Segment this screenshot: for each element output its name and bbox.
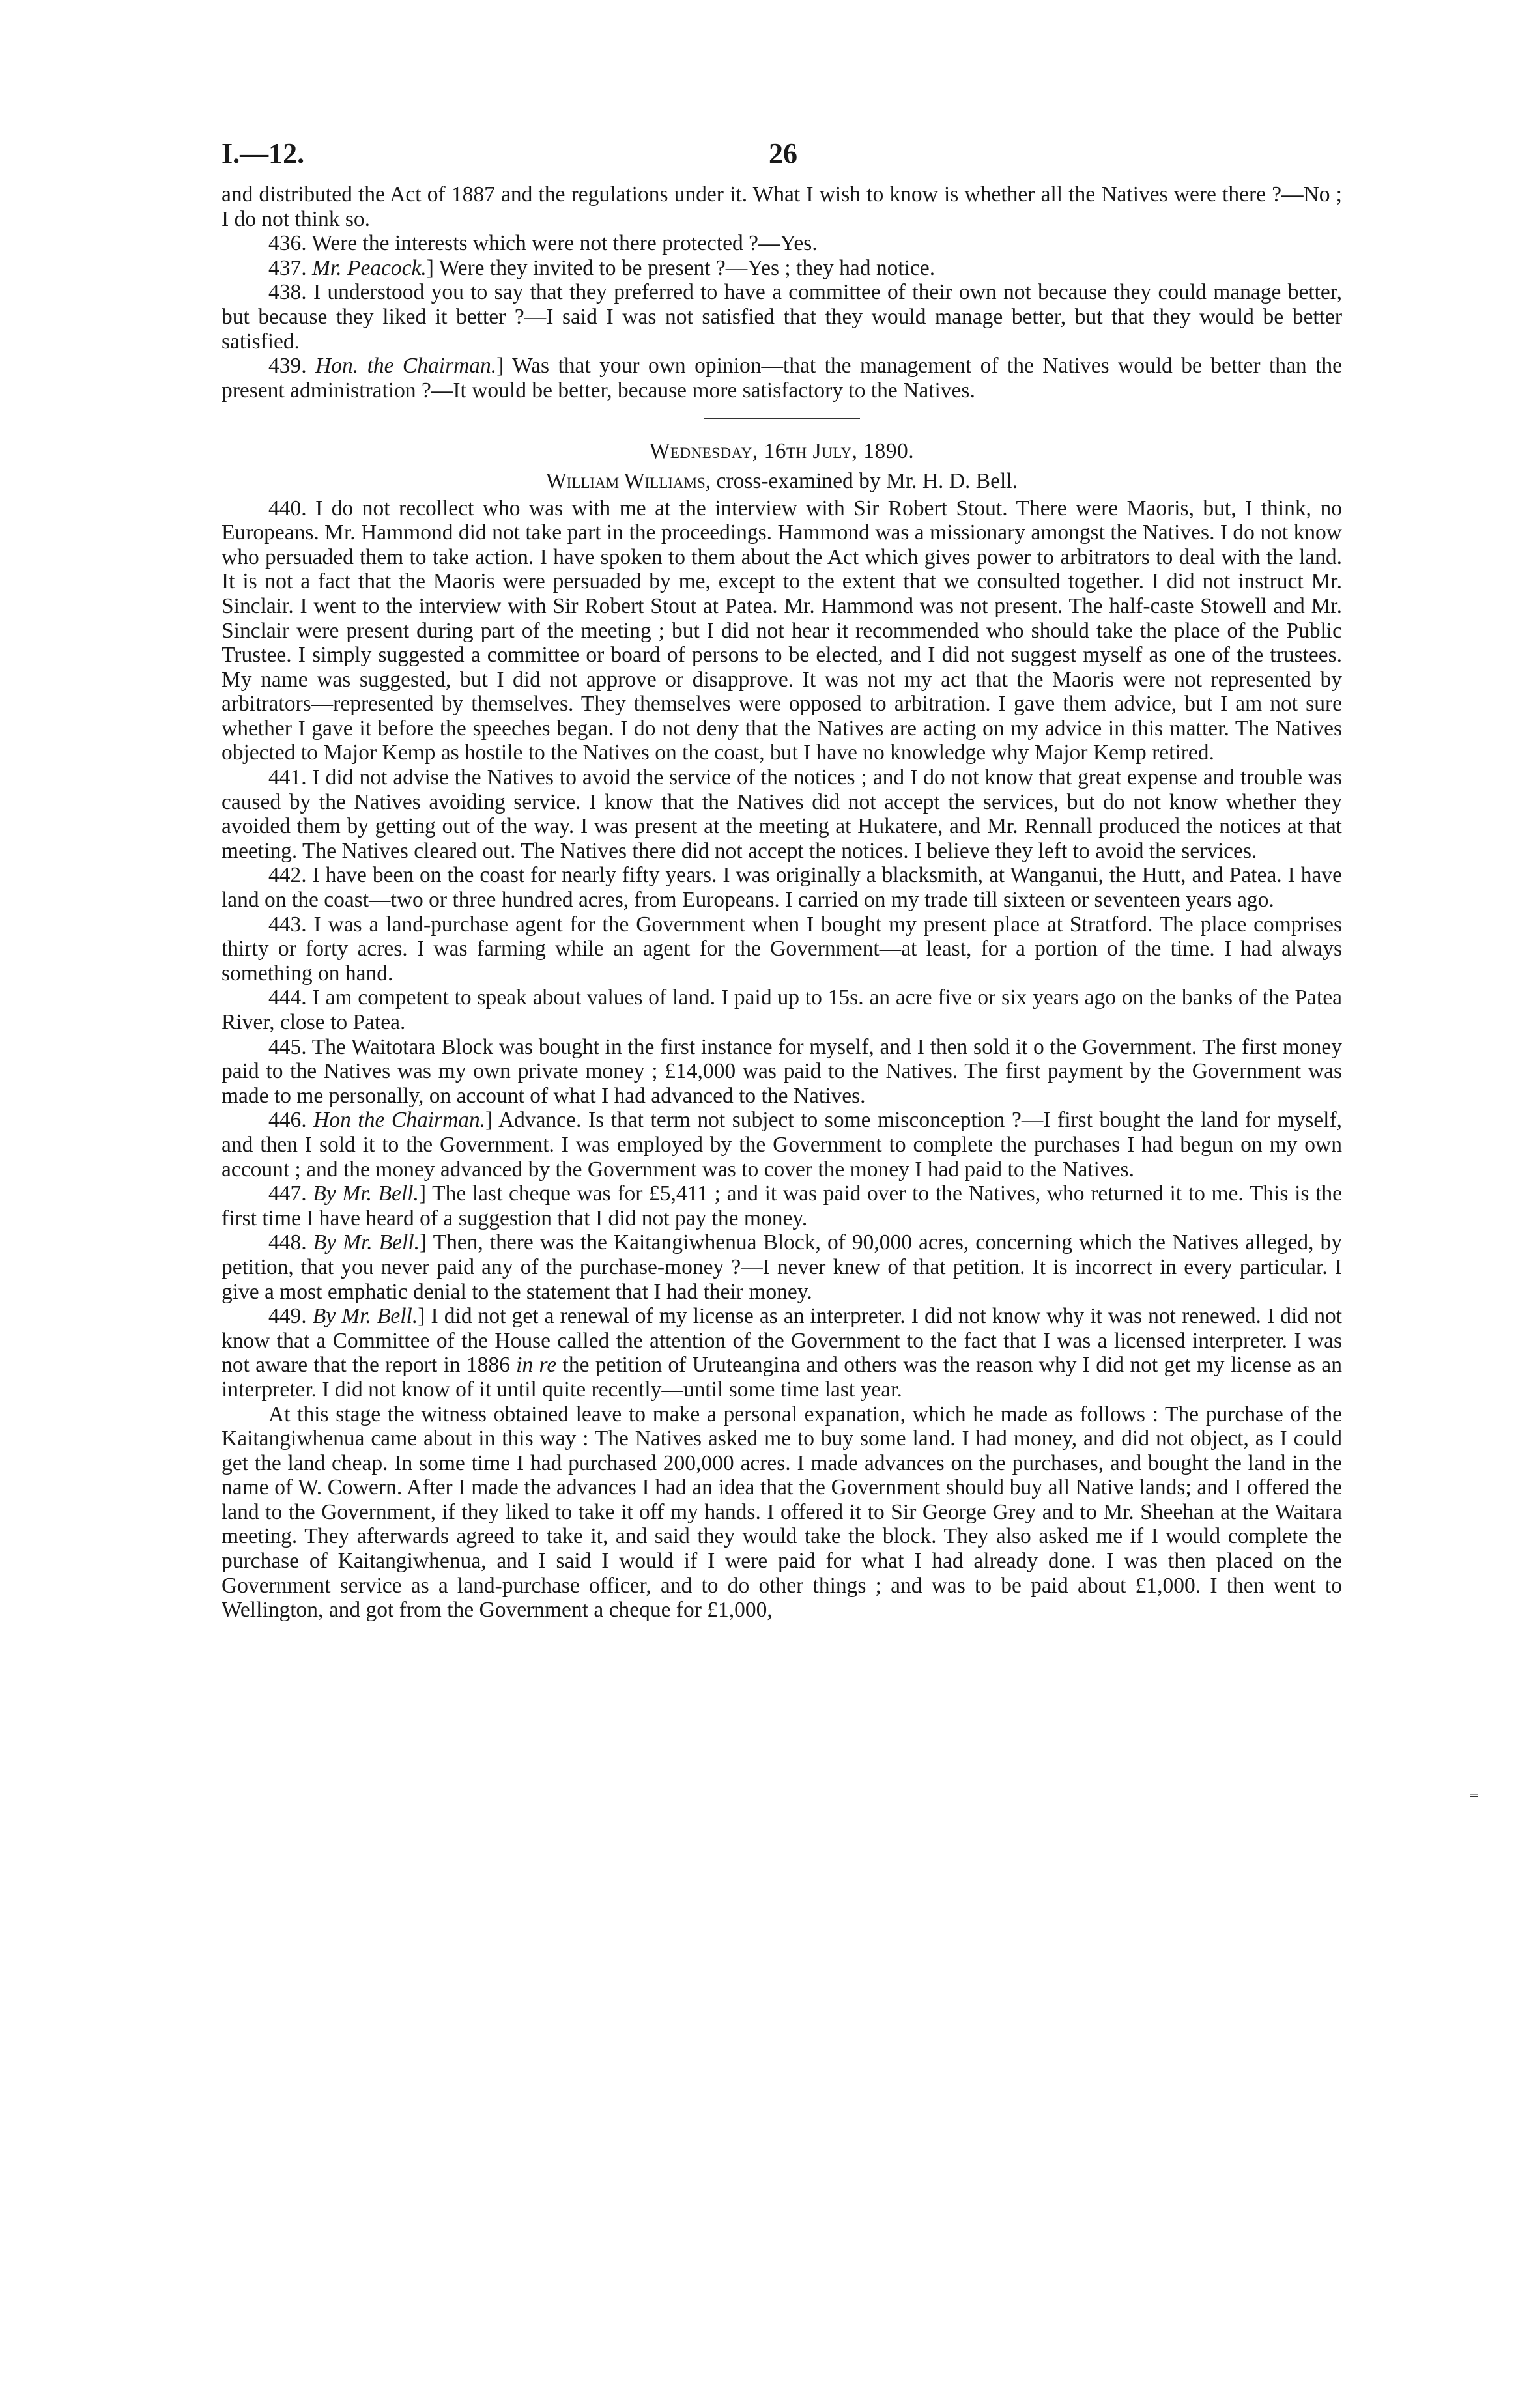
paragraph-q448 (222, 1230, 1342, 1304)
paragraph-text: ] Were they invited to be present ?—Yes ; they had notice. (426, 255, 936, 280)
paragraph-text: 448. (268, 1230, 313, 1255)
paragraph-text: 443. I was a land-purchase agent for the Government when I bought my present place at Stratford. The place comprises thirty or forty acres. I was farming while an agent for the Government—at least, for a portion of the time. I had always something on hand. (222, 912, 1342, 985)
italic-text: By Mr. Bell. (313, 1230, 420, 1255)
paragraph-text: 447. (268, 1182, 313, 1206)
paragraph-text: 436. Were the interests which were not there protected ?—Yes. (268, 231, 818, 256)
paragraph-text: 444. I am competent to speak about values of land. I paid up to 15s. an acre five or six years ago on the banks of the Patea River, close to Patea. (222, 985, 1342, 1034)
paragraph-q449 (222, 1304, 1342, 1402)
page-number: 26 (769, 137, 797, 169)
paragraph-q442 (222, 863, 1342, 912)
witness-line (222, 469, 1342, 494)
italic-text: By Mr. Bell. (312, 1304, 418, 1329)
paragraph-text: and distributed the Act of 1887 and the regulations under it. What I wish to know is whether all the Natives were there ?—No ; I do not think so. (222, 182, 1342, 231)
margin-mark: ⁼ (1469, 1789, 1480, 1810)
italic-text: Hon. the Chairman. (315, 354, 497, 378)
paragraph-q443 (222, 913, 1342, 986)
paragraph-text: ] Advance. Is that term not subject to some misconception ?—I first bought the land for myself, and then I sold it to the Government. I was employed by the Government to complete the purchases I had begun on my own account ; and the money advanced by the Government was to cover the money I had paid to the Natives. (222, 1108, 1342, 1182)
date-heading: Wednesday, 16th July, 1890. (649, 439, 915, 464)
paragraph-text: 442. I have been on the coast for nearly fifty years. I was originally a blacksmith, at Wanganui, the Hutt, and Patea. I have land on the coast—two or three hundred acres, from Europeans. I carried on my trade till sixteen or seventeen years ago. (222, 863, 1342, 913)
paragraph-q440 (222, 496, 1342, 766)
paragraph-text: ] I did not get a renewal of my license as an interpreter. I did not know why it was not renewed. I did not know that a Committee of the House called the attention of the Government to the fact that I was a licensed interpreter. I was not aware that the report in 1886 (222, 1304, 1343, 1378)
document-page (222, 130, 1342, 1622)
section-after-date (222, 496, 1342, 1622)
paragraph-q447 (222, 1182, 1342, 1230)
paragraph-cont (222, 182, 1342, 231)
page-header (222, 130, 1342, 182)
paragraph-text: 449. (268, 1304, 313, 1329)
paragraph-text: 441. I did not advise the Natives to avoid the service of the notices ; and I do not know that great expense and trouble was caused by the Natives avoiding service. I know that the Natives did not accept the services, but do not know whether they avoided them by getting out of the way. I was present at the meeting at Hukatere, and Mr. Rennall produced the notices at that meeting. The Natives cleared out. The Natives there did not accept the notices. I believe they left to avoid the services. (222, 765, 1342, 863)
paragraph-q441 (222, 765, 1342, 863)
italic-text: in re (516, 1353, 557, 1378)
paragraph-q445 (222, 1035, 1342, 1109)
paragraph-q439 (222, 354, 1342, 403)
paragraph-text: 438. I understood you to say that they preferred to have a committee of their own not because they could manage better, but because they liked it better ?—I said I was not satisfied that they would manage better, but that they would be better satisfied. (222, 280, 1342, 354)
italic-text: By Mr. Bell. (313, 1182, 419, 1206)
paragraph-q446 (222, 1108, 1342, 1182)
paragraph-text: 446. (268, 1108, 314, 1133)
paragraph-q444 (222, 985, 1342, 1034)
italic-text: Hon the Chairman. (313, 1108, 486, 1133)
paragraph-q438 (222, 280, 1342, 354)
paragraph-q437 (222, 256, 1342, 281)
paragraph-text: ] Then, there was the Kaitangiwhenua Block, of 90,000 acres, concerning which the Natives alleged, by petition, that you never paid any of the purchase-money ?—I never knew of that petition. It is incorrect in every particular. I give a most emphatic denial to the statement that I had their money. (222, 1230, 1342, 1304)
paragraph-text: ] The last cheque was for £5,411 ; and it was paid over to the Natives, who returned it to me. This is the first time I have heard of a suggestion that I did not pay the money. (222, 1182, 1343, 1230)
section-before-date (222, 182, 1342, 403)
paragraph-text: 445. The Waitotara Block was bought in the first instance for myself, and I then sold it o the Government. The first money paid to the Natives was my own private money ; £14,000 was paid to the Natives. The first payment by the Government was made to me personally, on account of what I had advanced to the Natives. (222, 1034, 1342, 1108)
witness-name: William Williams (546, 468, 706, 493)
section-divider (704, 418, 860, 419)
italic-text: Mr. Peacock. (312, 255, 427, 280)
paragraph-text: At this stage the witness obtained leave to make a personal expanation, which he made as follows : The purchase of the Kaitangiwhenua came about in this way : The Natives asked me to buy some land. I had money, and did not object, as I could get the land cheap. In some time I had purchased 200,000 acres. I made advances on the purchases, and bought the land in the name of W. Cowern. After I made the advances I had an idea that the Government should buy all Native lands; and I offered the land to the Government, if they liked to take it off my hands. I offered it to Sir George Grey and to Mr. Sheehan at the Waitara meeting. They afterwards agreed to take it, and said they would take the block. They also asked me if I would complete the purchase of Kaitangiwhenua, and I said I would if I were paid for what I had already done. I was then placed on the Government service as a land-purchase officer, and to do other things ; and was to be paid about £1,000. I then went to Wellington, and got from the Government a cheque for £1,000, (222, 1402, 1342, 1622)
paragraph-text: 440. I do not recollect who was with me at the interview with Sir Robert Stout. There were Maoris, but, I think, no Europeans. Mr. Hammond did not take part in the proceedings. Hammond was a missionary amongst the Natives. I do not know who persuaded them to take action. I have spoken to them about the Act which gives power to arbitrators to deal with the land. It is not a fact that the Maoris were persuaded by me, except to the extent that we consulted together. I did not instruct Mr. Sinclair. I went to the interview with Sir Robert Stout at Patea. Mr. Hammond was not present. The half-caste Stowell and Mr. Sinclair were present during part of the meeting ; but I did not hear it recommended who should take the place of the Public Trustee. I simply suggested a committee or board of persons to be elected, and I did not suggest myself as one of the trustees. My name was suggested, but I did not approve or disapprove. It was not my act that the Maoris were not represented by arbitrators—represented by themselves. They themselves were opposed to arbitration. I gave them advice, but I am not sure whether I gave it before the speeches began. I do not deny that the Natives are acting on my advice in this matter. The Natives objected to Major Kemp as hostile to the Natives on the coast, but I have no knowledge why Major Kemp retired. (222, 496, 1342, 765)
paragraph-text: ] Was that your own opinion—that the management of the Natives would be better than the present administration ?—It would be better, because more satisfactory to the Natives. (222, 354, 1343, 403)
document-body (222, 182, 1342, 1622)
paragraph-text: 439. (268, 354, 316, 378)
witness-description: , cross-examined by Mr. H. D. Bell. (705, 468, 1018, 493)
paragraph-q436 (222, 231, 1342, 256)
paragraph-stage (222, 1402, 1342, 1622)
paper-reference: I.—12. (222, 137, 305, 169)
paragraph-text: 437. (268, 255, 312, 280)
paragraph-text: the petition of Uruteangina and others was the reason why I did not get my license as an interpreter. I did not know of it until quite recently—until some time last year. (222, 1353, 1342, 1402)
